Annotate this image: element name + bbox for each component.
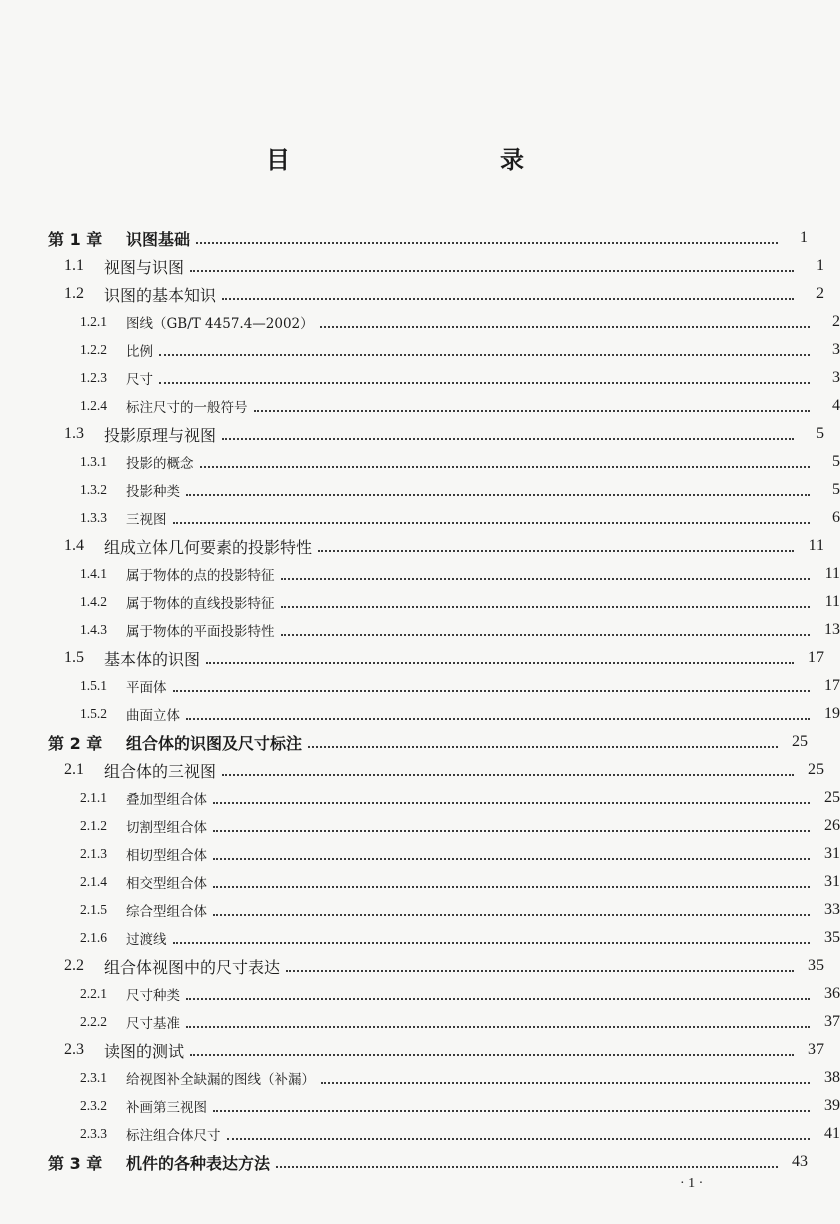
leader-dots: [173, 521, 811, 524]
toc-entry-page: 11: [824, 565, 840, 582]
leader-dots: [222, 297, 794, 300]
toc-entry-number: 1.5.1: [80, 678, 107, 693]
toc-entry-page: 35: [824, 929, 840, 946]
leader-dots: [276, 1165, 778, 1168]
toc-entry-number: 2.1: [64, 761, 84, 778]
toc-entry-title: 投影原理与视图: [104, 425, 217, 445]
toc-entry-number: 第 1 章: [48, 229, 103, 249]
leader-dots: [196, 241, 778, 244]
toc-entry-number: 2.3: [64, 1041, 84, 1058]
toc-entry-page: 25: [808, 761, 824, 778]
toc-entry-page: 17: [824, 677, 840, 694]
leader-dots: [186, 997, 810, 1000]
leader-dots: [159, 381, 810, 384]
toc-entry-number: 1.3.2: [80, 482, 107, 497]
toc-entry-title: 属于物体的点的投影特征: [126, 568, 275, 584]
leader-dots: [190, 269, 794, 272]
toc-entry-title: 尺寸种类: [126, 988, 180, 1004]
leader-dots: [222, 773, 794, 776]
toc-entry-chapter[interactable]: [0, 224, 808, 252]
toc-entry-number: 第 2 章: [48, 733, 103, 753]
toc-entry-page: 38: [824, 1069, 840, 1086]
toc-entry-number: 第 3 章: [48, 1153, 103, 1173]
toc-entry-title: 叠加型组合体: [126, 792, 207, 808]
toc-entry-title: 给视图补全缺漏的图线（补漏）: [126, 1072, 315, 1088]
toc-entry-title: 投影种类: [126, 484, 180, 500]
toc-entry-title: 平面体: [126, 680, 167, 696]
leader-dots: [173, 689, 811, 692]
toc-entry-number: 2.2.1: [80, 986, 107, 1001]
leader-dots: [281, 605, 811, 608]
toc-entry-number: 1.2.1: [80, 314, 107, 329]
leader-dots: [320, 325, 810, 328]
toc-entry-chapter[interactable]: [0, 1148, 808, 1176]
toc-entry-subsection[interactable]: [0, 840, 840, 868]
toc-entry-subsection[interactable]: [0, 1008, 840, 1036]
toc-entry-number: 1.3.3: [80, 510, 107, 525]
toc-entry-page: 33: [824, 901, 840, 918]
toc-entry-number: 1.5: [64, 649, 84, 666]
leader-dots: [159, 353, 810, 356]
toc-entry-title: 属于物体的直线投影特征: [126, 596, 275, 612]
toc-entry-page: 31: [824, 873, 840, 890]
toc-entry-page: 37: [808, 1041, 824, 1058]
leader-dots: [213, 1109, 810, 1112]
leader-dots: [190, 1053, 794, 1056]
toc-entry-subsection[interactable]: [0, 896, 840, 924]
toc-entry-title: 曲面立体: [126, 708, 180, 724]
leader-dots: [173, 941, 811, 944]
leader-dots: [213, 829, 810, 832]
toc-entry-title: 综合型组合体: [126, 904, 207, 920]
toc-entry-number: 1.3: [64, 425, 84, 442]
toc-entry-section[interactable]: [0, 756, 824, 784]
leader-dots: [281, 633, 811, 636]
toc-entry-title: 组合体的三视图: [104, 761, 217, 781]
toc-entry-subsection[interactable]: [0, 812, 840, 840]
toc-entry-number: 1.4.2: [80, 594, 107, 609]
toc-entry-title: 识图基础: [126, 229, 191, 249]
toc-entry-title: 相切型组合体: [126, 848, 207, 864]
toc-entry-subsection[interactable]: [0, 448, 840, 476]
toc-entry-number: 2.1.5: [80, 902, 107, 917]
toc-entry-subsection[interactable]: [0, 364, 840, 392]
leader-dots: [254, 409, 811, 412]
toc-entry-page: 3: [832, 369, 840, 386]
toc-entry-page: 35: [808, 957, 824, 974]
leader-dots: [186, 717, 810, 720]
toc-entry-section[interactable]: [0, 952, 824, 980]
toc-entry-title: 读图的测试: [104, 1041, 185, 1061]
leader-dots: [213, 801, 810, 804]
toc-entry-title: 组成立体几何要素的投影特性: [104, 537, 313, 557]
toc-entry-page: 5: [832, 481, 840, 498]
toc-entry-number: 2.1.1: [80, 790, 107, 805]
toc-entry-title: 比例: [126, 344, 153, 360]
toc-entry-title: 投影的概念: [126, 456, 194, 472]
toc-entry-title: 组合体的识图及尺寸标注: [126, 733, 303, 753]
toc-entry-number: 2.2: [64, 957, 84, 974]
toc-entry-number: 1.4: [64, 537, 84, 554]
toc-entry-page: 6: [832, 509, 840, 526]
toc-entry-section[interactable]: [0, 1036, 824, 1064]
toc-entry-page: 11: [808, 537, 824, 554]
toc-entry-title: 机件的各种表达方法: [126, 1153, 271, 1173]
toc-entry-subsection[interactable]: [0, 672, 840, 700]
toc-entry-page: 26: [824, 817, 840, 834]
toc-entry-page: 41: [824, 1125, 840, 1142]
toc-entry-number: 2.1.3: [80, 846, 107, 861]
page-title: 目 录: [266, 146, 578, 174]
leader-dots: [321, 1081, 810, 1084]
toc-entry-page: 43: [792, 1153, 808, 1170]
leader-dots: [286, 969, 794, 972]
toc-entry-page: 39: [824, 1097, 840, 1114]
toc-entry-number: 1.3.1: [80, 454, 107, 469]
toc-entry-title: 尺寸: [126, 372, 153, 388]
toc-entry-number: 1.5.2: [80, 706, 107, 721]
toc-entry-number: 2.3.2: [80, 1098, 107, 1113]
toc-entry-number: 1.1: [64, 257, 84, 274]
toc-entry-title: 图线（GB/T 4457.4—2002）: [126, 316, 314, 332]
toc-entry-subsection[interactable]: [0, 924, 840, 952]
toc-entry-subsection[interactable]: [0, 392, 840, 420]
toc-entry-section[interactable]: [0, 644, 824, 672]
toc-entry-number: 1.2.3: [80, 370, 107, 385]
toc-entry-number: 2.3.1: [80, 1070, 107, 1085]
toc-entry-title: 标注组合体尺寸: [126, 1128, 221, 1144]
toc-entry-page: 31: [824, 845, 840, 862]
toc-entry-section[interactable]: [0, 280, 824, 308]
toc-entry-title: 属于物体的平面投影特性: [126, 624, 275, 640]
toc-entry-page: 36: [824, 985, 840, 1002]
leader-dots: [213, 857, 810, 860]
toc-entry-title: 切割型组合体: [126, 820, 207, 836]
leader-dots: [186, 493, 810, 496]
toc-entry-page: 1: [816, 257, 824, 274]
toc-entry-title: 相交型组合体: [126, 876, 207, 892]
toc-entry-title: 三视图: [126, 512, 167, 528]
toc-entry-title: 组合体视图中的尺寸表达: [104, 957, 281, 977]
leader-dots: [186, 1025, 810, 1028]
toc-entry-title: 视图与识图: [104, 257, 185, 277]
page-number: · 1 ·: [680, 1176, 704, 1191]
toc-entry-subsection[interactable]: [0, 336, 840, 364]
toc-entry-title: 补画第三视图: [126, 1100, 207, 1116]
leader-dots: [281, 577, 811, 580]
toc-entry-subsection[interactable]: [0, 588, 840, 616]
toc-entry-subsection[interactable]: [0, 476, 840, 504]
leader-dots: [222, 437, 794, 440]
toc-entry-page: 25: [824, 789, 840, 806]
toc-entry-number: 2.1.2: [80, 818, 107, 833]
leader-dots: [200, 465, 811, 468]
toc-entry-page: 11: [824, 593, 840, 610]
leader-dots: [206, 661, 794, 664]
toc-entry-number: 1.4.3: [80, 622, 107, 637]
toc-entry-number: 2.1.6: [80, 930, 107, 945]
toc-entry-number: 2.2.2: [80, 1014, 107, 1029]
leader-dots: [213, 913, 810, 916]
leader-dots: [318, 549, 794, 552]
toc-entry-subsection[interactable]: [0, 616, 840, 644]
leader-dots: [227, 1137, 811, 1140]
leader-dots: [213, 885, 810, 888]
toc-entry-number: 2.3.3: [80, 1126, 107, 1141]
toc-entry-page: 1: [800, 229, 808, 246]
toc-entry-chapter[interactable]: [0, 728, 808, 756]
toc-entry-subsection[interactable]: [0, 868, 840, 896]
toc-entry-title: 基本体的识图: [104, 649, 201, 669]
toc-entry-page: 3: [832, 341, 840, 358]
toc-entry-number: 1.2.2: [80, 342, 107, 357]
toc-entry-section[interactable]: [0, 420, 824, 448]
toc-entry-page: 37: [824, 1013, 840, 1030]
toc-entry-page: 17: [808, 649, 824, 666]
toc-entry-page: 5: [832, 453, 840, 470]
toc-entry-title: 识图的基本知识: [104, 285, 217, 305]
toc-entry-page: 2: [816, 285, 824, 302]
toc-entry-subsection[interactable]: [0, 504, 840, 532]
toc-entry-page: 4: [832, 397, 840, 414]
toc-entry-number: 1.2: [64, 285, 84, 302]
toc-entry-section[interactable]: [0, 252, 824, 280]
toc-entry-subsection[interactable]: [0, 308, 840, 336]
toc-entry-subsection[interactable]: [0, 700, 840, 728]
toc-entry-page: 13: [824, 621, 840, 638]
toc-entry-subsection[interactable]: [0, 784, 840, 812]
toc-entry-title: 标注尺寸的一般符号: [126, 400, 248, 416]
toc-entry-title: 过渡线: [126, 932, 167, 948]
toc-entry-subsection[interactable]: [0, 560, 840, 588]
toc-entry-subsection[interactable]: [0, 1120, 840, 1148]
toc-entry-title: 尺寸基准: [126, 1016, 180, 1032]
toc-entry-page: 5: [816, 425, 824, 442]
toc-entry-section[interactable]: [0, 532, 824, 560]
leader-dots: [308, 745, 778, 748]
toc-entry-subsection[interactable]: [0, 1092, 840, 1120]
toc-entry-subsection[interactable]: [0, 980, 840, 1008]
toc-entry-number: 2.1.4: [80, 874, 107, 889]
toc-entry-page: 2: [832, 313, 840, 330]
toc-entry-page: 19: [824, 705, 840, 722]
toc-entry-number: 1.4.1: [80, 566, 107, 581]
toc-entry-number: 1.2.4: [80, 398, 107, 413]
toc-entry-subsection[interactable]: [0, 1064, 840, 1092]
toc-entry-page: 25: [792, 733, 808, 750]
